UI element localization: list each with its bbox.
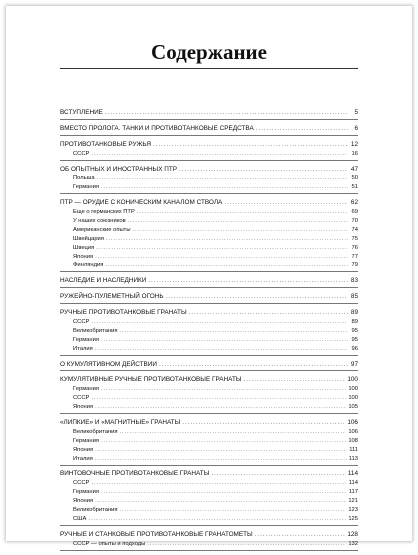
toc-page-number: 128 <box>347 530 358 538</box>
toc-entry-label: Польша <box>73 175 95 182</box>
toc-page-number: 75 <box>351 235 358 242</box>
toc-chapter-entry <box>60 376 358 385</box>
toc-entry-label: ВМЕСТО ПРОЛОГА. ТАНКИ И ПРОТИВОТАНКОВЫЕ СРЕДСТВА <box>60 124 254 132</box>
toc-page-number: 69 <box>351 209 358 216</box>
toc-section <box>60 108 358 120</box>
toc-entry-label: Япония <box>73 446 94 453</box>
toc-page-number: 89 <box>351 319 358 326</box>
toc-entry-label: ОБ ОПЫТНЫХ И ИНОСТРАННЫХ ПТР <box>60 165 178 173</box>
toc-entry-label: Великобритания <box>73 507 118 514</box>
toc-chapter-entry <box>60 141 358 150</box>
toc-subentry <box>60 479 358 488</box>
dot-leader <box>179 166 348 175</box>
dot-leader <box>101 437 346 446</box>
title-rule <box>60 68 358 69</box>
toc-entry-label: РУЧНЫЕ ПРОТИВОТАНКОВЫЕ ГРАНАТЫ <box>60 309 187 317</box>
toc-entry-label: ПТР — ОРУДИЕ С КОНИЧЕСКИМ КАНАЛОМ СТВОЛА <box>60 199 223 207</box>
toc-subentry <box>60 244 358 253</box>
dot-leader <box>101 183 348 192</box>
dot-leader <box>120 327 348 336</box>
toc-section <box>60 276 358 288</box>
toc-page-number: 95 <box>351 327 358 334</box>
dot-leader <box>96 244 348 253</box>
toc-entry-label: У наших союзников <box>73 218 126 224</box>
toc-subentry <box>60 174 358 183</box>
toc-section <box>60 308 358 355</box>
toc-entry-label: СССР <box>73 395 90 402</box>
toc-entry-label: Япония <box>73 498 94 505</box>
dot-leader <box>106 235 348 244</box>
toc-entry-label: Великобритания <box>73 327 118 334</box>
dot-leader <box>91 479 346 488</box>
toc-chapter-entry <box>60 277 358 286</box>
toc-page-number: 96 <box>351 345 358 352</box>
dot-leader <box>159 361 348 370</box>
toc-subentry <box>60 506 358 515</box>
table-of-contents <box>60 108 358 555</box>
toc-entry-label: СССР <box>73 150 90 157</box>
toc-subentry <box>60 446 358 455</box>
toc-page-number: 113 <box>348 455 358 462</box>
toc-subentry <box>60 385 358 394</box>
toc-page-number: 62 <box>350 199 358 207</box>
toc-chapter-entry <box>60 166 358 175</box>
toc-entry-label: Япония <box>73 404 94 411</box>
toc-page-number: 125 <box>348 515 358 522</box>
toc-entry-label: Великобритания <box>73 428 118 435</box>
toc-chapter-entry <box>60 109 358 118</box>
toc-entry-label: Швейцария <box>73 235 104 242</box>
dot-leader <box>91 318 348 327</box>
toc-entry-label: Германия <box>73 437 99 444</box>
toc-page-number: 6 <box>354 124 358 132</box>
dot-leader <box>95 497 346 506</box>
toc-page-number: 51 <box>351 184 358 191</box>
toc-subentry <box>60 235 358 244</box>
toc-section <box>60 530 358 551</box>
toc-subentry <box>60 253 358 262</box>
toc-section <box>60 198 358 272</box>
dot-leader <box>101 385 346 394</box>
toc-section <box>60 140 358 161</box>
toc-subentry <box>60 394 358 403</box>
toc-page-number: 114 <box>348 480 358 487</box>
toc-chapter-entry <box>60 309 358 318</box>
toc-page-number: 97 <box>350 360 358 368</box>
dot-leader <box>244 376 346 385</box>
toc-subentry <box>60 261 358 270</box>
toc-page-number: 100 <box>347 376 358 384</box>
toc-chapter-entry <box>60 471 358 480</box>
toc-page-number: 100 <box>348 395 358 402</box>
dot-leader <box>91 394 346 403</box>
toc-subentry <box>60 488 358 497</box>
toc-chapter-entry <box>60 125 358 134</box>
toc-section <box>60 375 358 414</box>
dot-leader <box>256 125 348 134</box>
toc-subentry <box>60 226 358 235</box>
dot-leader <box>255 531 346 540</box>
toc-entry-label: ВСТУПЛЕНИЕ <box>60 108 103 116</box>
dot-leader <box>189 309 348 318</box>
toc-page-number: 121 <box>348 498 358 505</box>
toc-page-number: 50 <box>351 175 358 182</box>
toc-page-number: 89 <box>350 309 358 317</box>
toc-entry-label: РУЧНЫЕ И СТАНКОВЫЕ ПРОТИВОТАНКОВЫЕ ГРАНАТОМЕТЫ <box>60 530 253 538</box>
dot-leader <box>120 428 347 437</box>
toc-entry-label: США <box>73 515 87 522</box>
toc-chapter-entry <box>60 199 358 208</box>
dot-leader <box>105 109 348 118</box>
dot-leader <box>101 488 347 497</box>
toc-entry-label: ПРОТИВОТАНКОВЫЕ РУЖЬЯ <box>60 140 151 148</box>
toc-entry-label: СССР — опыты и подходы <box>73 540 146 547</box>
dot-leader <box>147 540 346 549</box>
toc-page-number: 5 <box>354 108 358 116</box>
toc-entry-label: Италия <box>73 345 93 352</box>
toc-entry-label: РУЖЕЙНО-ПУЛЕМЕТНЫЙ ОГОНЬ <box>60 293 164 301</box>
dot-leader <box>128 217 348 226</box>
dot-leader <box>224 199 348 208</box>
toc-subentry <box>60 515 358 524</box>
dot-leader <box>166 293 348 302</box>
toc-page-number: 70 <box>351 218 358 224</box>
toc-subentry <box>60 403 358 412</box>
toc-subentry <box>60 497 358 506</box>
dot-leader <box>182 419 345 428</box>
toc-page-number: 47 <box>350 165 358 173</box>
toc-chapter-entry <box>60 419 358 428</box>
toc-subentry <box>60 150 358 159</box>
toc-subentry <box>60 540 358 549</box>
toc-page-number: 111 <box>349 446 358 453</box>
toc-section <box>60 124 358 136</box>
dot-leader <box>88 515 346 524</box>
toc-section <box>60 470 358 526</box>
toc-page-number: 83 <box>350 277 358 285</box>
toc-subentry <box>60 455 358 464</box>
toc-entry-label: СССР <box>73 480 90 487</box>
dot-leader <box>95 403 346 412</box>
toc-page-number: 85 <box>350 293 358 301</box>
dot-leader <box>95 345 348 354</box>
page-title: Содержание <box>151 40 267 64</box>
toc-page-number: 74 <box>351 226 358 233</box>
dot-leader <box>153 141 348 150</box>
dot-leader <box>105 261 348 270</box>
toc-page-number: 123 <box>348 507 358 514</box>
toc-page-number: 76 <box>351 244 358 251</box>
toc-subentry <box>60 336 358 345</box>
toc-subentry <box>60 345 358 354</box>
toc-page-number: 16 <box>351 150 358 157</box>
dot-leader <box>120 506 347 515</box>
toc-subentry <box>60 217 358 226</box>
toc-entry-label: КУМУЛЯТИВНЫЕ РУЧНЫЕ ПРОТИВОТАНКОВЫЕ ГРАНАТЫ <box>60 376 242 384</box>
toc-page-number: 12 <box>350 140 358 148</box>
dot-leader <box>95 455 347 464</box>
dot-leader <box>97 174 348 183</box>
toc-subentry <box>60 327 358 336</box>
toc-page-number: 79 <box>351 262 358 269</box>
toc-page-number: 117 <box>348 489 358 496</box>
toc-entry-label: Американские опыты <box>73 226 131 233</box>
dot-leader <box>95 253 348 262</box>
toc-entry-label: ВИНТОВОЧНЫЕ ПРОТИВОТАНКОВЫЕ ГРАНАТЫ <box>60 470 210 478</box>
toc-chapter-entry <box>60 531 358 540</box>
toc-page-number: 132 <box>348 540 358 547</box>
toc-page-number: 108 <box>348 437 358 444</box>
toc-page-number: 77 <box>351 253 358 260</box>
dot-leader <box>95 446 347 455</box>
toc-subentry <box>60 428 358 437</box>
toc-section <box>60 360 358 372</box>
toc-subentry <box>60 318 358 327</box>
dot-leader <box>148 277 348 286</box>
toc-entry-label: Германия <box>73 184 99 191</box>
toc-entry-label: Япония <box>73 253 94 260</box>
toc-subentry <box>60 437 358 446</box>
document-page <box>6 6 412 547</box>
toc-entry-label: Финляндия <box>73 262 104 269</box>
toc-entry-label: Германия <box>73 489 99 496</box>
toc-subentry <box>60 208 358 217</box>
toc-entry-label: Германия <box>73 386 99 393</box>
toc-page-number: 100 <box>348 386 358 393</box>
dot-leader <box>101 336 348 345</box>
dot-leader <box>137 208 348 217</box>
toc-section <box>60 418 358 465</box>
toc-page-number: 106 <box>348 428 358 435</box>
toc-entry-label: Еще о германских ПТР <box>73 209 135 216</box>
toc-page-number: 95 <box>351 336 358 343</box>
toc-entry-label: СССР <box>73 319 90 326</box>
toc-section <box>60 165 358 195</box>
toc-entry-label: Италия <box>73 455 93 462</box>
toc-entry-label: Германия <box>73 336 99 343</box>
toc-page-number: 106 <box>347 419 358 427</box>
toc-section <box>60 292 358 304</box>
toc-chapter-entry <box>60 361 358 370</box>
toc-chapter-entry <box>60 293 358 302</box>
toc-entry-label: О КУМУЛЯТИВНОМ ДЕЙСТВИИ <box>60 360 157 368</box>
toc-entry-label: «ЛИПКИЕ» И «МАГНИТНЫЕ» ГРАНАТЫ <box>60 419 181 427</box>
toc-page-number: 105 <box>348 404 358 411</box>
toc-subentry <box>60 183 358 192</box>
dot-leader <box>91 150 348 159</box>
toc-page-number: 114 <box>347 470 358 478</box>
toc-entry-label: НАСЛЕДИЕ И НАСЛЕДНИКИ <box>60 277 147 285</box>
dot-leader <box>133 226 349 235</box>
toc-entry-label: Швеция <box>73 244 95 251</box>
dot-leader <box>211 470 345 479</box>
